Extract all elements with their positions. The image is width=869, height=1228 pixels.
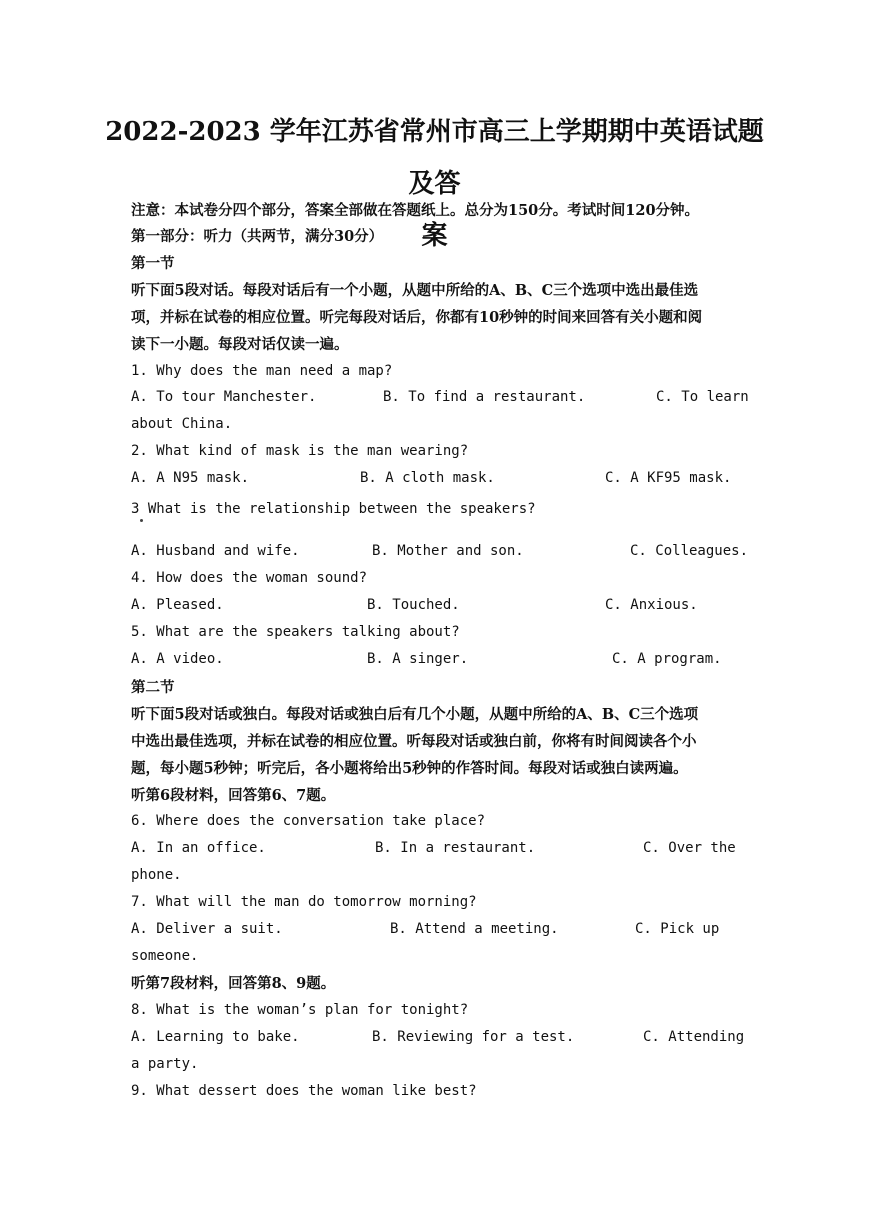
option-continuation: a party.	[131, 1056, 199, 1072]
question-stem: 9. What dessert does the woman like best?	[131, 1083, 477, 1099]
title-line-2: 案	[421, 221, 448, 251]
option-c: C. Attending	[643, 1029, 745, 1045]
option-c: C. A program.	[612, 651, 722, 667]
stray-dot	[140, 519, 143, 522]
question-stem: 3 What is the relationship between the speakers?	[131, 501, 536, 517]
option-c: C. A KF95 mask.	[605, 470, 732, 486]
option-a: A. A N95 mask.	[131, 470, 250, 486]
question-stem: 1. Why does the man need a map?	[131, 363, 393, 379]
section1-instruction: 听下面5段对话。每段对话后有一个小题，从题中所给的A、B、C三个选项中选出最佳选	[131, 282, 699, 299]
option-b: B. Touched.	[367, 597, 460, 613]
option-a: A. In an office.	[131, 840, 266, 856]
material-heading: 听第7段材料，回答第8、9题。	[131, 975, 336, 992]
question-stem: 7. What will the man do tomorrow morning?	[131, 894, 477, 910]
option-b: B. Attend a meeting.	[390, 921, 559, 937]
option-b: B. Mother and son.	[372, 543, 524, 559]
notice: 注意：本试卷分四个部分，答案全部做在答题纸上。总分为150分。考试时间120分钟。	[131, 202, 700, 219]
material-heading: 听第6段材料，回答第6、7题。	[131, 787, 336, 804]
section1-heading: 第一节	[131, 255, 175, 272]
option-a: A. Pleased.	[131, 597, 224, 613]
option-b: B. In a restaurant.	[375, 840, 536, 856]
question-stem: 4. How does the woman sound?	[131, 570, 368, 586]
option-b: B. A singer.	[367, 651, 469, 667]
option-b: B. To find a restaurant.	[383, 389, 586, 405]
question-stem: 6. Where does the conversation take place?	[131, 813, 486, 829]
section1-instruction: 项，并标在试卷的相应位置。听完每段对话后，你都有10秒钟的时间来回答有关小题和阅	[131, 309, 703, 326]
section2-instruction: 题，每小题5秒钟；听完后，各小题将给出5秒钟的作答时间。每段对话或独白读两遍。	[131, 760, 688, 777]
option-c: C. Pick up	[635, 921, 720, 937]
section2-instruction: 听下面5段对话或独白。每段对话或独白后有几个小题，从题中所给的A、B、C三个选项	[131, 706, 699, 723]
option-c: C. Over the	[643, 840, 736, 856]
option-continuation: phone.	[131, 867, 182, 883]
section2-instruction: 中选出最佳选项，并标在试卷的相应位置。听每段对话或独白前，你将有时间阅读各个小	[131, 733, 697, 750]
option-continuation: about China.	[131, 416, 233, 432]
option-a: A. Deliver a suit.	[131, 921, 283, 937]
section1-instruction: 读下一小题。每段对话仅读一遍。	[131, 336, 349, 353]
option-a: A. Husband and wife.	[131, 543, 300, 559]
question-stem: 5. What are the speakers talking about?	[131, 624, 460, 640]
section2-heading: 第二节	[131, 679, 175, 696]
option-a: A. Learning to bake.	[131, 1029, 300, 1045]
option-a: A. A video.	[131, 651, 224, 667]
question-stem: 8. What is the woman’s plan for tonight?	[131, 1002, 469, 1018]
option-c: C. To learn	[656, 389, 749, 405]
option-b: B. Reviewing for a test.	[372, 1029, 575, 1045]
option-b: B. A cloth mask.	[360, 470, 495, 486]
part1-heading: 第一部分：听力（共两节，满分30分）	[131, 228, 384, 245]
title-line-1: 2022-2023 学年江苏省常州市高三上学期期中英语试题及答	[105, 117, 764, 199]
question-stem: 2. What kind of mask is the man wearing?	[131, 443, 469, 459]
option-continuation: someone.	[131, 948, 199, 964]
option-c: C. Colleagues.	[630, 543, 749, 559]
option-a: A. To tour Manchester.	[131, 389, 317, 405]
option-c: C. Anxious.	[605, 597, 698, 613]
